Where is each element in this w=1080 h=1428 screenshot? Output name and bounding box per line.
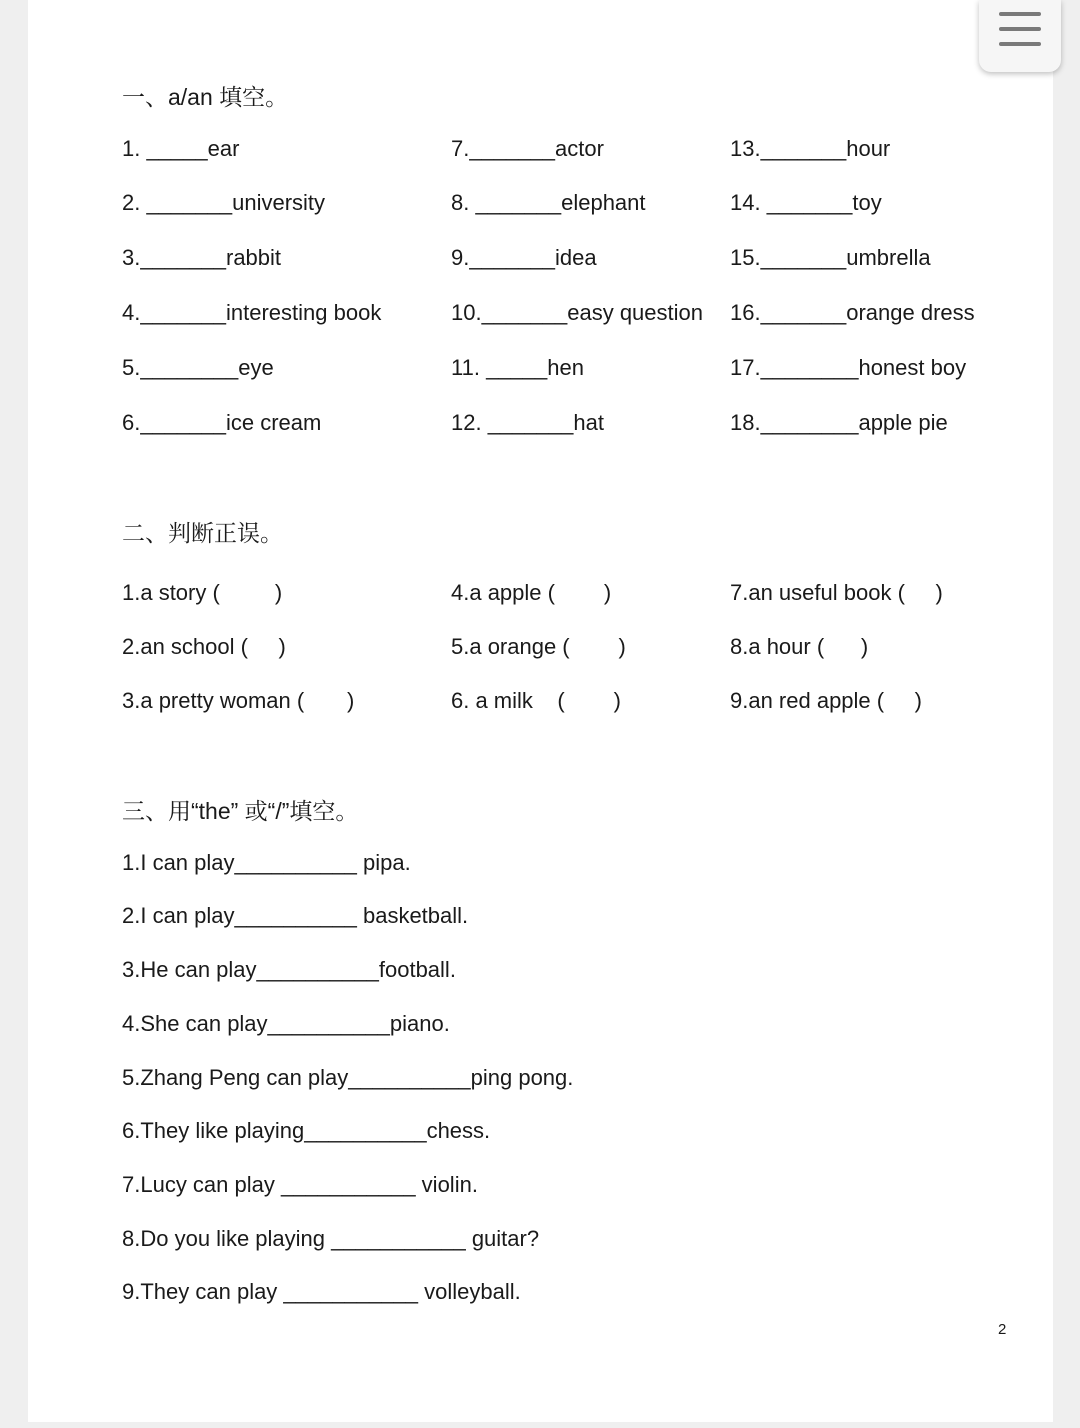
- section2-item: 8.a hour ( ): [730, 634, 869, 659]
- section1-item: 12. _______hat: [451, 410, 604, 435]
- menu-icon: [999, 12, 1041, 16]
- menu-icon-bar: [999, 27, 1041, 31]
- section1-item: 2. _______university: [122, 190, 326, 215]
- section3-item: 7.Lucy can play ___________ violin.: [122, 1172, 478, 1197]
- section1-item: 17.________honest boy: [730, 355, 967, 380]
- section3-item: 6.They like playing__________chess.: [122, 1118, 491, 1143]
- section3-item: 9.They can play ___________ volleyball.: [122, 1279, 521, 1304]
- section3-item: 1.I can play__________ pipa.: [122, 850, 411, 875]
- section2-item: 4.a apple ( ): [451, 580, 612, 605]
- section1-item: 9._______idea: [451, 245, 597, 270]
- section3-item: 4.She can play__________piano.: [122, 1011, 450, 1036]
- section1-item: 7._______actor: [451, 136, 604, 161]
- section3-item: 3.He can play__________football.: [122, 957, 456, 982]
- section2-item: 5.a orange ( ): [451, 634, 626, 659]
- section2-item: 7.an useful book ( ): [730, 580, 943, 605]
- section1-item: 8. _______elephant: [451, 190, 646, 215]
- section1-item: 10._______easy question: [451, 300, 703, 325]
- menu-icon-bar: [999, 42, 1041, 46]
- section2-item: 6. a milk ( ): [451, 688, 621, 713]
- menu-button[interactable]: [979, 0, 1061, 72]
- section1-item: 4._______interesting book: [122, 300, 382, 325]
- section1-item: 5.________eye: [122, 355, 274, 380]
- section2-title: 二、判断正误。: [122, 520, 283, 546]
- page-number: 2: [998, 1321, 1007, 1338]
- section1-item: 16._______orange dress: [730, 300, 975, 325]
- section1-item: 13._______hour: [730, 136, 891, 161]
- section1-title: 一、a/an 填空。: [122, 84, 289, 110]
- section2-item: 3.a pretty woman ( ): [122, 688, 355, 713]
- section3-title: 三、用“the” 或“/”填空。: [122, 798, 359, 824]
- section3-item: 8.Do you like playing ___________ guitar?: [122, 1226, 540, 1251]
- section1-item: 11. _____hen: [451, 355, 584, 380]
- section2-item: 2.an school ( ): [122, 634, 286, 659]
- section1-item: 14. _______toy: [730, 190, 882, 215]
- section3-item: 2.I can play__________ basketball.: [122, 903, 469, 928]
- section1-item: 3._______rabbit: [122, 245, 282, 270]
- section1-item: 1. _____ear: [122, 136, 240, 161]
- section1-item: 15._______umbrella: [730, 245, 931, 270]
- section1-item: 18.________apple pie: [730, 410, 948, 435]
- section1-item: 6._______ice cream: [122, 410, 322, 435]
- section2-item: 9.an red apple ( ): [730, 688, 922, 713]
- section2-item: 1.a story ( ): [122, 580, 283, 605]
- section3-item: 5.Zhang Peng can play__________ping pong.: [122, 1065, 574, 1090]
